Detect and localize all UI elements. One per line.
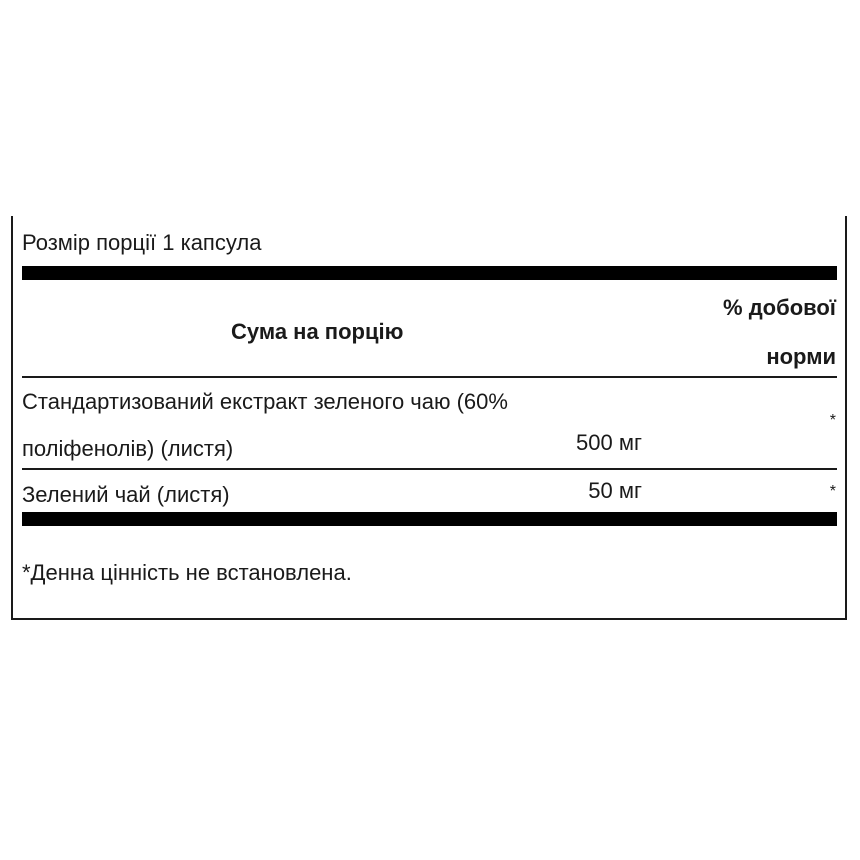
ingredient-1-name-line1: Стандартизований екстракт зеленого чаю (60% <box>22 389 508 414</box>
thick-divider-bottom <box>22 512 837 526</box>
footnote-text: *Денна цінність не встановлена. <box>22 560 352 585</box>
ingredient-1-name-line2: поліфенолів) (листя) <box>22 436 234 461</box>
supplement-facts-panel <box>11 216 847 620</box>
thick-divider-top <box>22 266 837 280</box>
ingredient-1-daily-value: * <box>829 412 836 429</box>
ingredient-2-amount: 50 мг <box>588 478 642 503</box>
ingredient-1-amount: 500 мг <box>576 430 642 455</box>
ingredient-2-name: Зелений чай (листя) <box>22 482 230 507</box>
ingredient-2-daily-value: * <box>829 483 836 500</box>
daily-value-heading-line2: норми <box>766 344 836 369</box>
amount-per-serving-heading: Сума на порцію <box>231 319 404 344</box>
thin-divider-row <box>22 468 837 470</box>
thin-divider-header <box>22 376 837 378</box>
serving-size-text: Розмір порції 1 капсула <box>22 230 262 255</box>
daily-value-heading-line1: % добової <box>723 295 836 320</box>
